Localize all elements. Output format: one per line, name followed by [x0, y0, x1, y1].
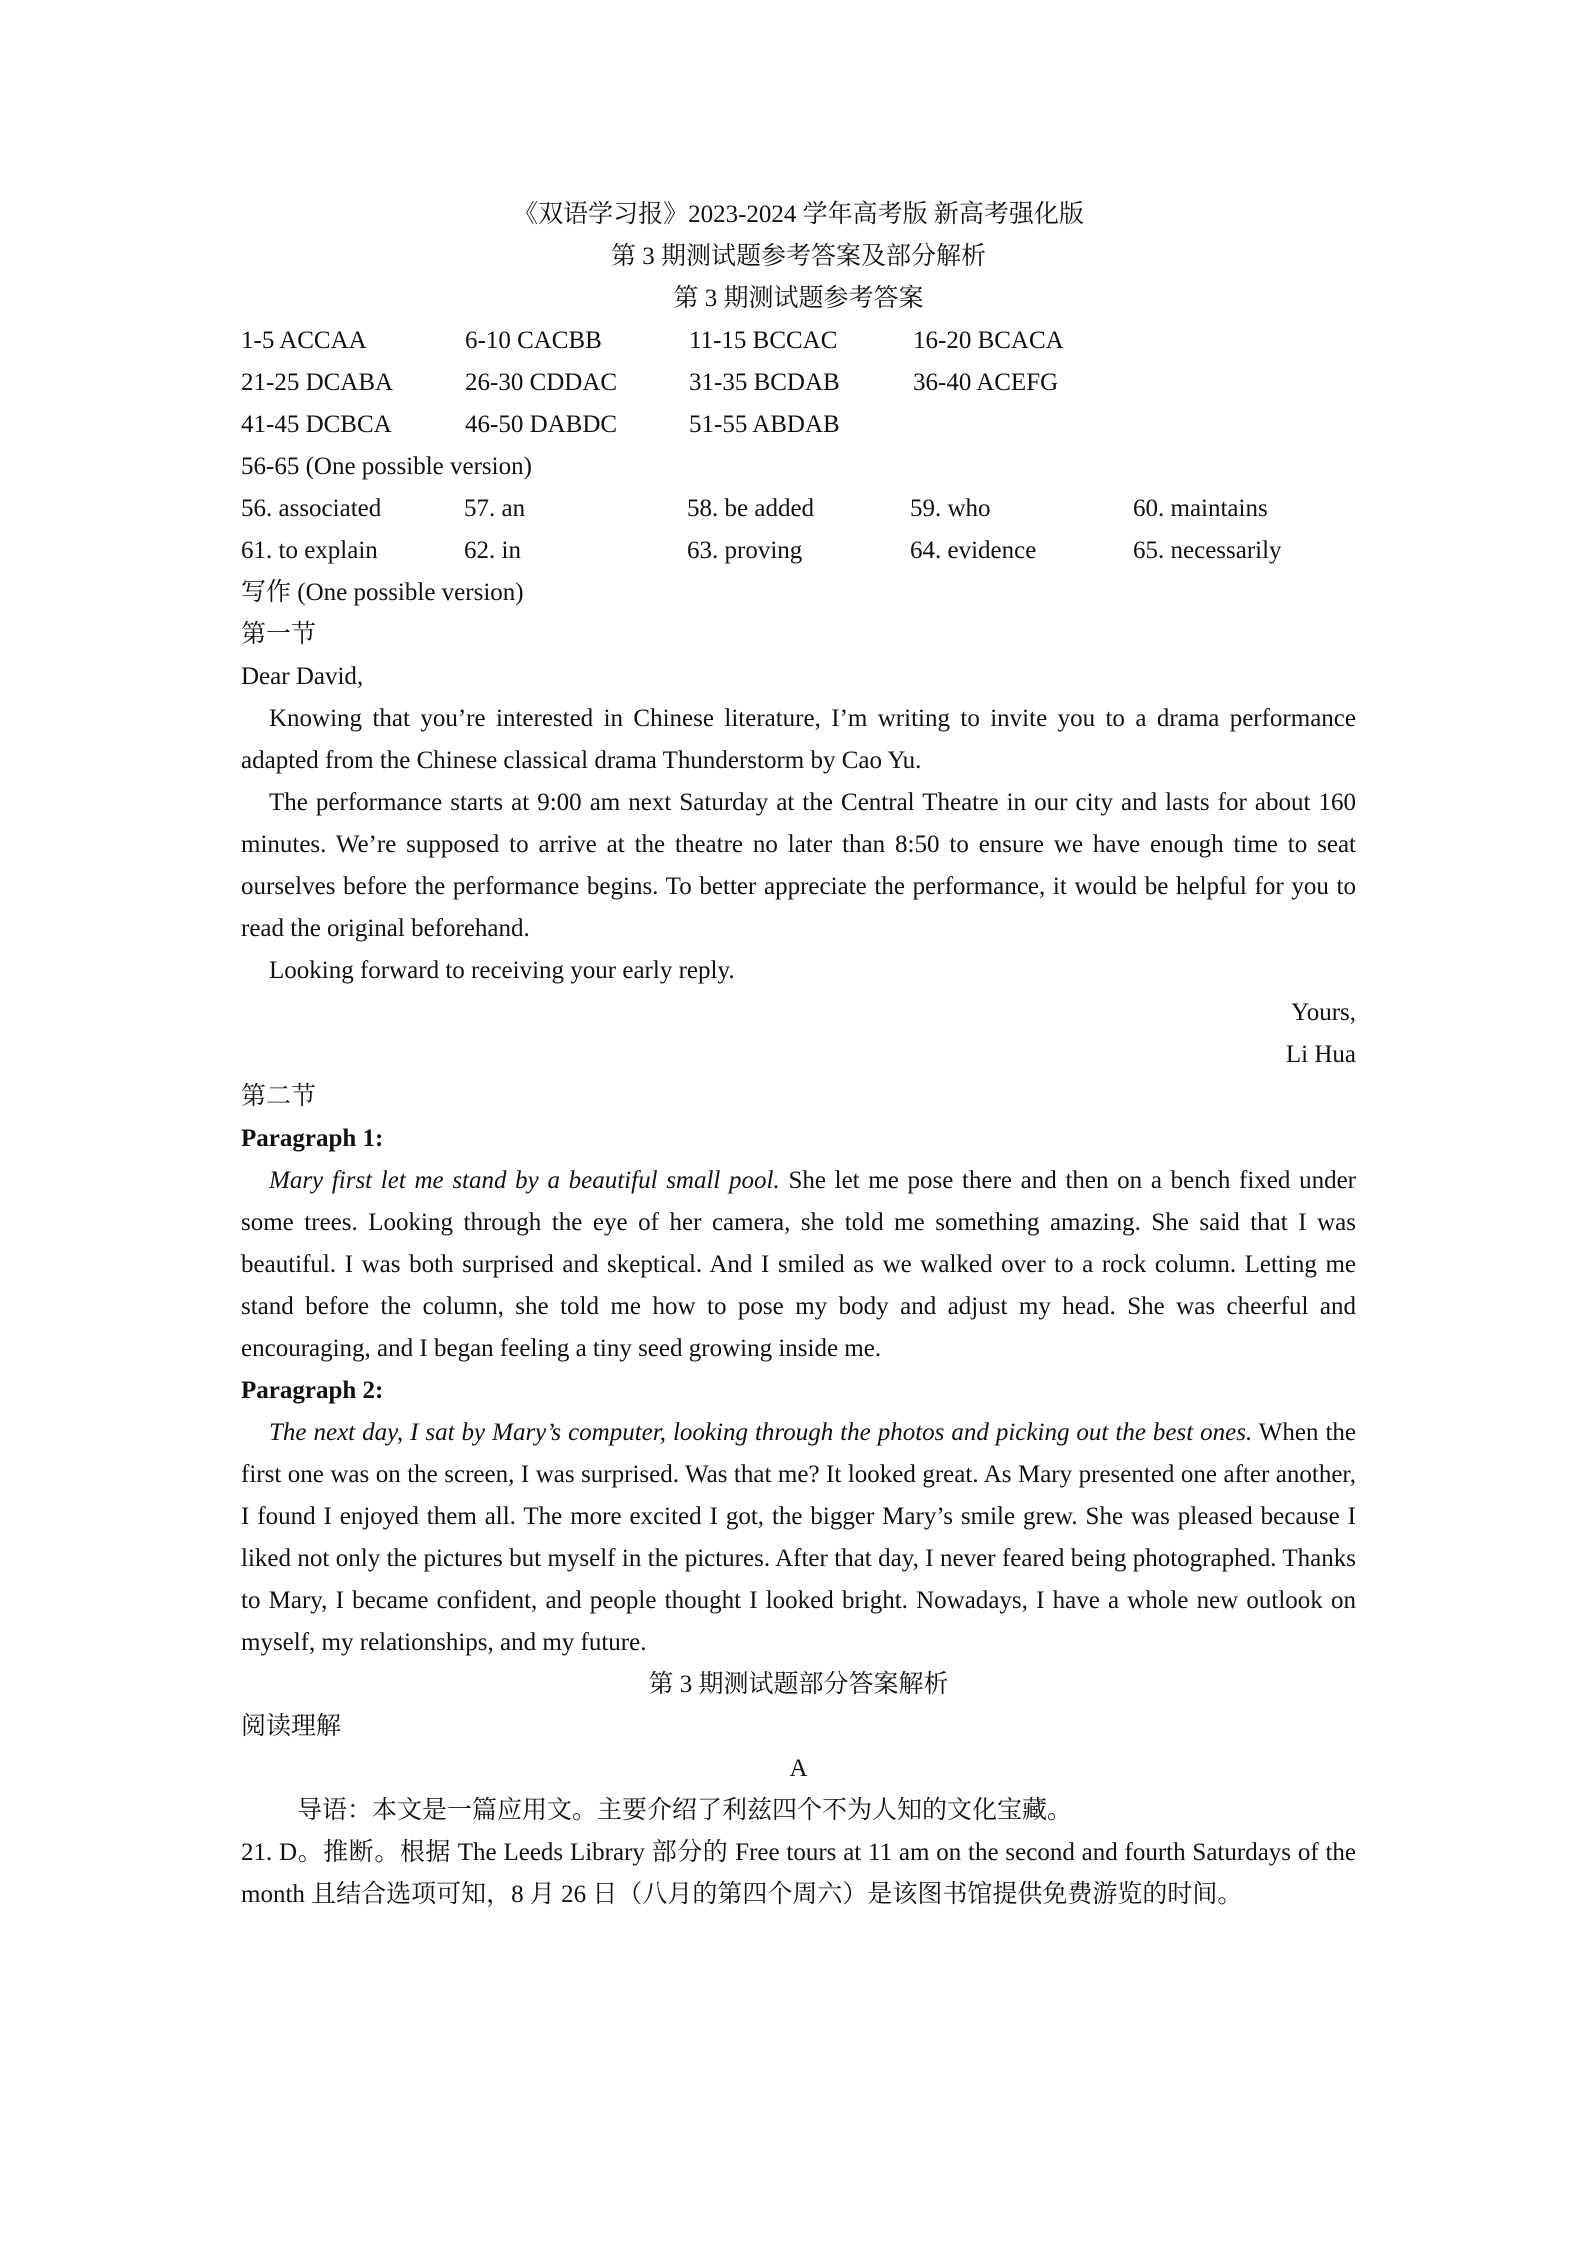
letter-paragraph: Looking forward to receiving your early reply.	[269, 957, 735, 984]
section-two-label: 第二节	[241, 1083, 317, 1110]
answer-cell: 21-25 DCABA	[241, 369, 394, 396]
question-21-explanation: 21. D。推断。根据 The Leeds Library 部分的 Free tours at 11 am on the second and fourth Saturdays of the month 且结合选项可知，8 月 26 日（八月的第四个周六）是该图书馆提供免费游览的时间。	[241, 1839, 1356, 1908]
paragraph-two-label: Paragraph 2:	[241, 1377, 384, 1404]
paragraph-two-lead: The next day, I sat by Mary’s computer, looking through the photos and picking out the best ones.	[269, 1419, 1253, 1446]
cloze-heading: 56-65 (One possible version)	[241, 453, 532, 480]
letter-paragraph: The performance starts at 9:00 am next Saturday at the Central Theatre in our city and lasts for about 160 minutes. We’re supposed to arrive at the theatre no later than 8:50 to ensure we have enough time to seat ourselves before the performance begins. To better appreciate the performance, it would be helpful for you to read the original beforehand.	[241, 789, 1356, 942]
cloze-cell: 65. necessarily	[1133, 537, 1282, 564]
letter-signature: Li Hua	[1285, 1041, 1356, 1068]
cloze-cell: 62. in	[464, 537, 521, 564]
answer-cell: 11-15 BCCAC	[689, 327, 838, 354]
letter-salutation: Dear David,	[241, 663, 364, 690]
cloze-cell: 61. to explain	[241, 537, 378, 564]
cloze-cell: 59. who	[910, 495, 991, 522]
analysis-heading: 第 3 期测试题部分答案解析	[648, 1671, 949, 1698]
paragraph-one	[241, 1160, 1356, 1370]
passage-intro: 导语：本文是一篇应用文。主要介绍了利兹四个不为人知的文化宝藏。	[297, 1797, 1073, 1824]
cloze-cell: 57. an	[464, 495, 526, 522]
section-one-label: 第一节	[241, 621, 317, 648]
writing-heading: 写作 (One possible version)	[241, 579, 524, 606]
answer-cell: 6-10 CACBB	[465, 327, 602, 354]
answer-cell: 1-5 ACCAA	[241, 327, 367, 354]
answer-row	[241, 362, 1356, 404]
answer-cell: 31-35 BCDAB	[689, 369, 840, 396]
answer-cell: 41-45 DCBCA	[241, 411, 392, 438]
answer-cell: 51-55 ABDAB	[689, 411, 840, 438]
paragraph-two	[241, 1412, 1356, 1664]
cloze-cell: 60. maintains	[1133, 495, 1268, 522]
cloze-cell: 63. proving	[687, 537, 803, 564]
cloze-cell: 64. evidence	[910, 537, 1037, 564]
answer-cell: 16-20 BCACA	[913, 327, 1064, 354]
passage-letter: A	[789, 1755, 808, 1782]
answer-cell: 26-30 CDDAC	[465, 369, 618, 396]
letter-closing: Yours,	[1291, 999, 1356, 1026]
answer-row	[241, 404, 1356, 446]
answer-cell: 36-40 ACEFG	[913, 369, 1059, 396]
answer-key	[241, 320, 1356, 572]
reading-label: 阅读理解	[241, 1713, 342, 1740]
paragraph-one-label: Paragraph 1:	[241, 1125, 384, 1152]
answer-row	[241, 320, 1356, 362]
cloze-row	[241, 488, 1356, 530]
cloze-cell: 58. be added	[687, 495, 815, 522]
paragraph-one-lead: Mary first let me stand by a beautiful small pool.	[269, 1167, 780, 1194]
letter-paragraph: Knowing that you’re interested in Chinese literature, I’m writing to invite you to a drama performance adapted from the Chinese classical drama Thunderstorm by Cao Yu.	[241, 705, 1356, 774]
answers-heading: 第 3 期测试题参考答案	[673, 285, 924, 312]
answer-cell: 46-50 DABDC	[465, 411, 618, 438]
document-title: 《双语学习报》2023-2024 学年高考版 新高考强化版	[513, 201, 1084, 228]
cloze-cell: 56. associated	[241, 495, 382, 522]
paragraph-one-body: She let me pose there and then on a bench fixed under some trees. Looking through the eye of her camera, she told me something amazing. She said that I was beautiful. I was both surprised and skeptical. And I smiled as we walked over to a rock column. Letting me stand before the column, she told me how to pose my body and adjust my head. She was cheerful and encouraging, and I began feeling a tiny seed growing inside me.	[241, 1167, 1356, 1362]
document-page	[241, 194, 1356, 1916]
paragraph-two-body: When the first one was on the screen, I was surprised. Was that me? It looked great. As Mary presented one after another, I found I enjoyed them all. The more excited I got, the bigger Mary’s smile grew. She was pleased because I liked not only the pictures but myself in the pictures. After that day, I never feared being photographed. Thanks to Mary, I became confident, and people thought I looked bright. Nowadays, I have a whole new outlook on myself, my relationships, and my future.	[241, 1419, 1356, 1656]
document-subtitle: 第 3 期测试题参考答案及部分解析	[610, 243, 986, 270]
cloze-row	[241, 530, 1356, 572]
